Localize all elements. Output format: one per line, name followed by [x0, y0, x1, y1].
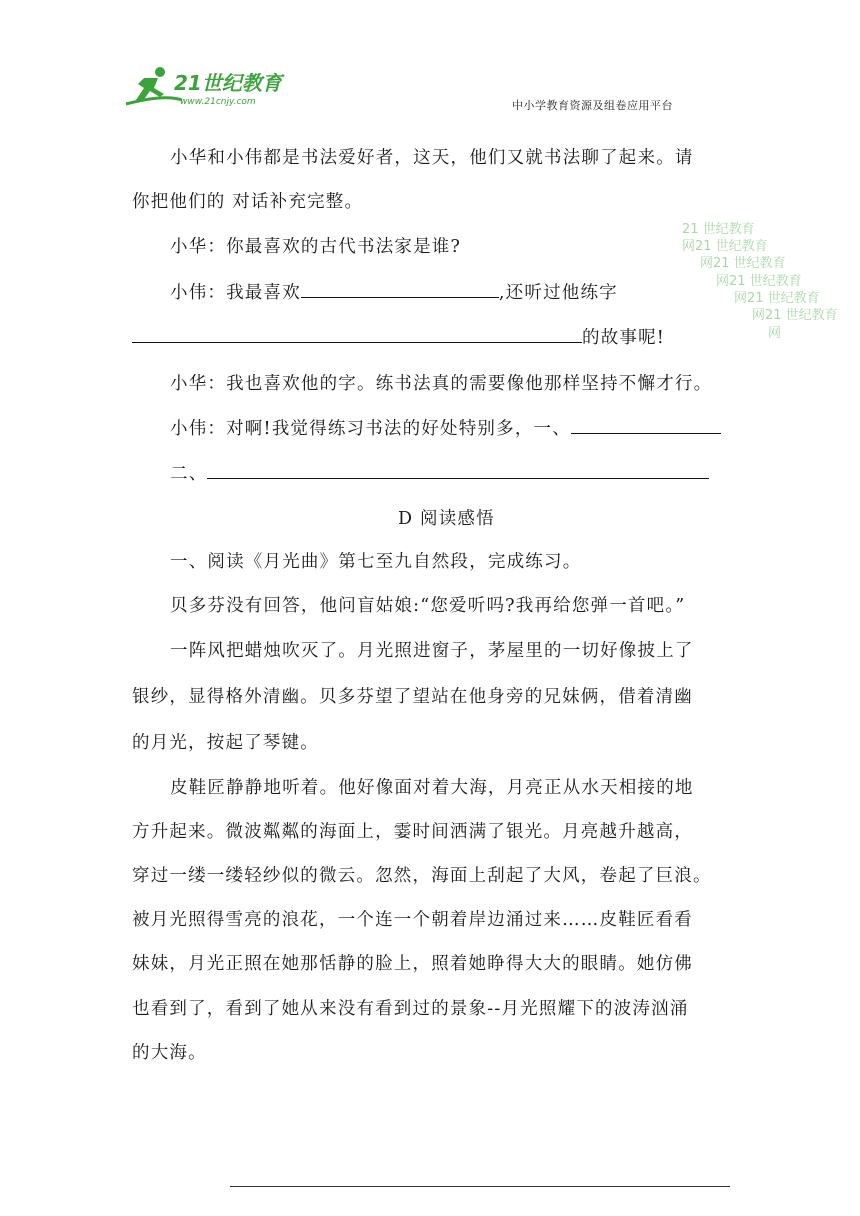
watermark-line: 网21 世纪教育: [752, 308, 838, 323]
dialogue-question-2: 小华：我也喜欢他的字。练书法真的需要像他那样坚持不懈才行。: [170, 374, 713, 394]
watermark-line: 网: [768, 326, 782, 341]
platform-name: 中小学教育资源及组卷应用平台: [512, 99, 673, 112]
intro-line-2: 你把他们的 对话补充完整。: [132, 192, 364, 212]
paragraph-2-line: 的月光，按起了琴键。: [132, 733, 319, 753]
paragraph-1: 贝多芬没有回答，他问盲姑娘:“您爱听吗?我再给您弹一首吧。”: [170, 596, 686, 616]
answer-2-prefix: 小伟：对啊!我觉得练习书法的好处特别多，一、: [170, 419, 571, 439]
dialogue-answer-2-cont: [170, 460, 709, 485]
dialogue-answer-1: [170, 279, 618, 304]
fill-blank-story[interactable]: [132, 324, 582, 343]
paragraph-3-line: 的大海。: [132, 1043, 207, 1063]
answer-1-suffix: 的故事呢!: [582, 328, 666, 348]
dialogue-question-1: 小华：你最喜欢的古代书法家是谁?: [170, 237, 462, 257]
site-logo: [124, 64, 294, 110]
logo-text: 21世纪教育: [174, 71, 282, 95]
watermark-line: 网21 世纪教育: [700, 256, 786, 271]
fill-blank-benefit-1[interactable]: [571, 415, 721, 434]
watermark-line: 21 世纪教育: [682, 222, 755, 237]
paragraph-3-line: 被月光照得雪亮的浪花，一个连一个朝着岸边涌过来……皮鞋匠看看: [132, 910, 693, 930]
paragraph-3-line: 皮鞋匠静静地听着。他好像面对着大海，月亮正从水天相接的地: [170, 778, 694, 798]
dialogue-answer-1-cont: [132, 324, 665, 349]
intro-line-1: 小华和小伟都是书法爱好者，这天，他们又就书法聊了起来。请: [170, 148, 694, 168]
section-title: D 阅读感悟: [398, 509, 495, 529]
fill-blank-calligrapher[interactable]: [301, 279, 499, 298]
answer-2-second: 二、: [170, 464, 208, 484]
watermark-line: 网21 世纪教育: [682, 239, 768, 254]
watermark-line: 网21 世纪教育: [716, 274, 802, 289]
paragraph-2-line: 一阵风把蜡烛吹灭了。月光照进窗子，茅屋里的一切好像披上了: [170, 641, 694, 661]
answer-1-prefix: 小伟：我最喜欢: [170, 283, 301, 303]
paragraph-3-line: 也看到了，看到了她从来没有看到过的景象--月光照耀下的波涛汹涌: [132, 999, 689, 1019]
answer-1-middle: ,还听过他练字: [498, 283, 618, 303]
paragraph-3-line: 妹妹，月光正照在她那恬静的脸上，照着她睁得大大的眼睛。她仿佛: [132, 954, 693, 974]
logo-url: www.21cnjy.com: [180, 97, 256, 107]
paragraph-3-line: 方升起来。微波粼粼的海面上，霎时间洒满了银光。月亮越升越高，: [132, 822, 693, 842]
fill-blank-benefit-2[interactable]: [207, 460, 709, 479]
paragraph-2-line: 银纱，显得格外清幽。贝多芬望了望站在他身旁的兄妹俩，借着清幽: [132, 687, 693, 707]
reading-instruction: 一、阅读《月光曲》第七至九自然段，完成练习。: [170, 552, 582, 572]
watermark-line: 网21 世纪教育: [734, 291, 820, 306]
footer-divider: [230, 1186, 730, 1187]
dialogue-answer-2: [170, 415, 721, 440]
paragraph-3-line: 穿过一缕一缕轻纱似的微云。忽然，海面上刮起了大风，卷起了巨浪。: [132, 866, 712, 886]
